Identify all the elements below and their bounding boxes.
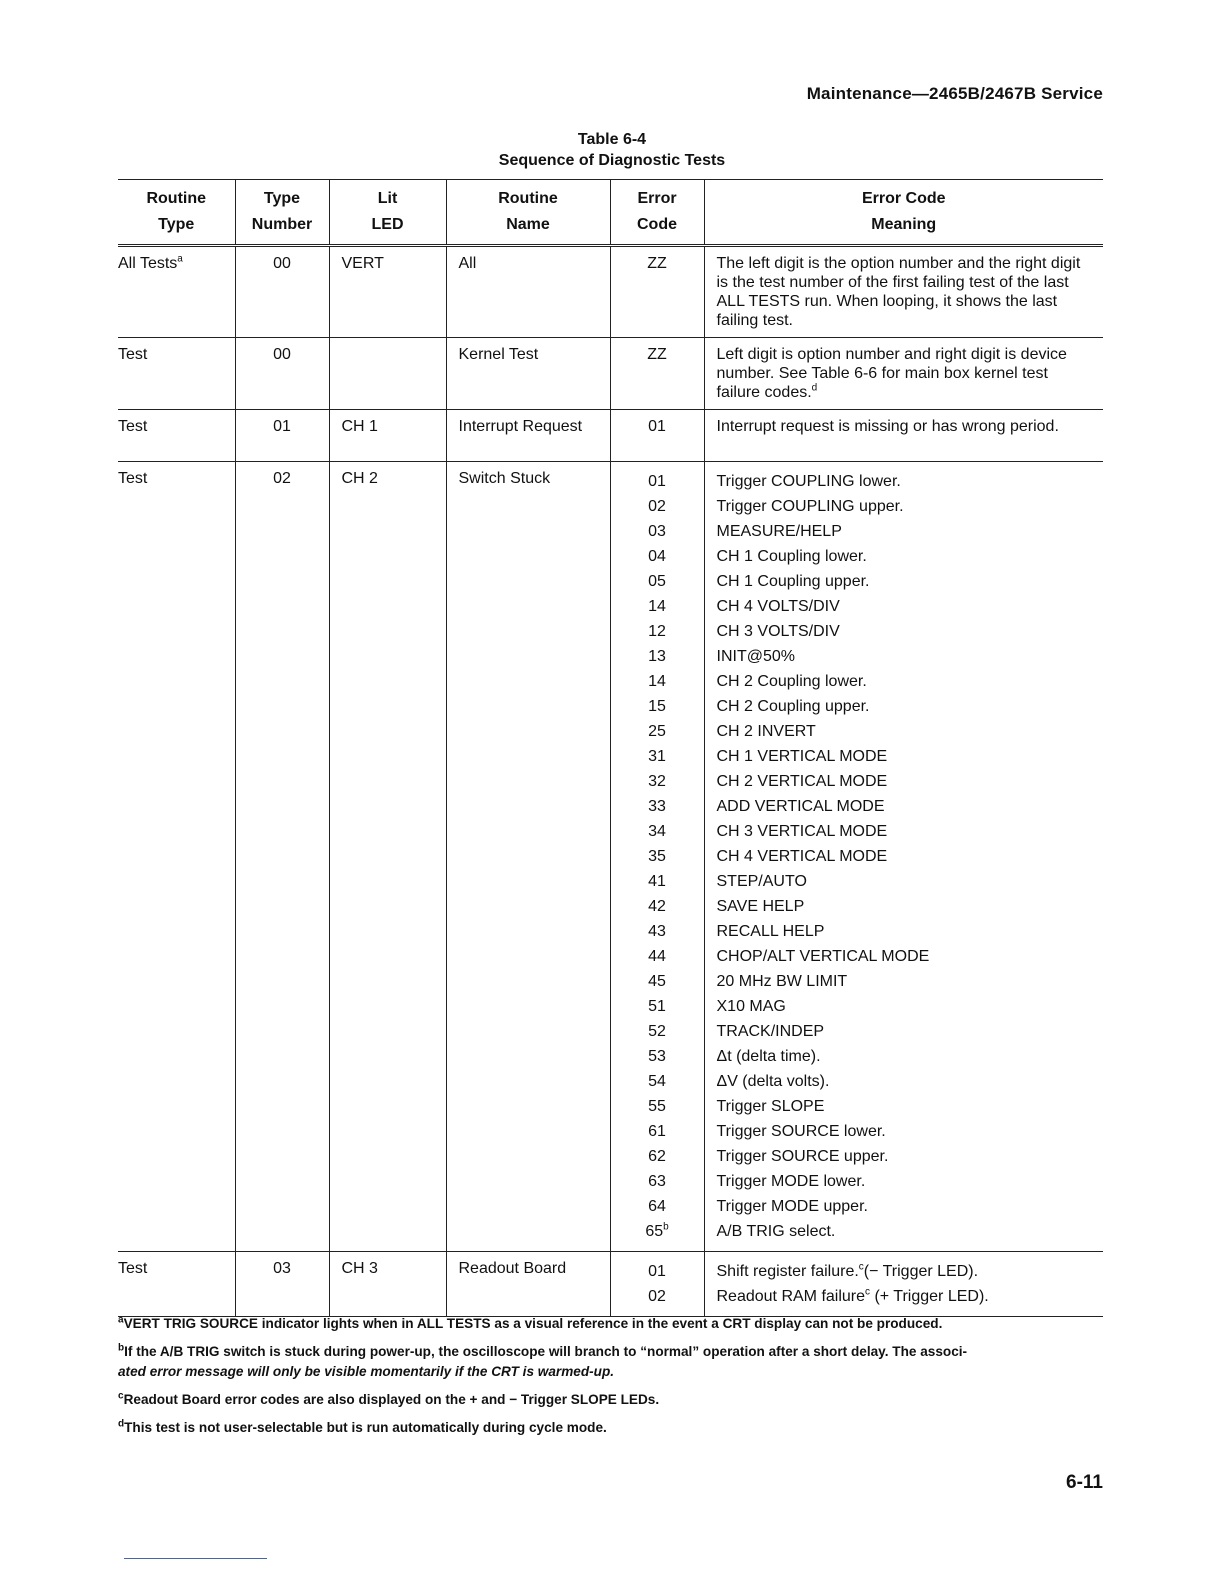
footnote: $^a$VERT TRIG SOURCE indicator lights when in ALL TESTS as a visual reference in the event a CRT display can not be produced. <box>118 1314 943 1331</box>
error-code-cell: 01 <box>610 410 704 462</box>
routine-type-cell: Test <box>118 462 235 1252</box>
error-code: 42 <box>648 898 666 915</box>
column-header: Lit LED <box>329 180 446 246</box>
routine-type-cell: Test <box>118 338 235 410</box>
page-header: Maintenance—2465B/2467B Service <box>806 84 1103 103</box>
error-code-list <box>610 1252 704 1317</box>
error-meaning: CH 4 VOLTS/DIV <box>716 598 840 615</box>
table-row <box>118 410 1103 462</box>
routine-type-cell: All Tests$^a$ <box>118 246 235 338</box>
lit-led-cell: CH 3 <box>329 1252 446 1317</box>
error-meaning: Trigger MODE lower. <box>716 1173 866 1190</box>
error-meaning: Trigger COUPLING lower. <box>716 473 901 490</box>
error-code: 53 <box>648 1048 666 1065</box>
error-code: 65$^b$ <box>645 1221 669 1240</box>
error-code: 14 <box>648 673 666 690</box>
error-code: 52 <box>648 1023 666 1040</box>
routine-name-cell: Kernel Test <box>446 338 610 410</box>
error-meaning: STEP/AUTO <box>716 873 807 890</box>
lit-led-cell: VERT <box>329 246 446 338</box>
error-meaning-cell: The left digit is the option number and the right digit is the test number of the first failing test of the last ALL TESTS run. When looping, it shows the last failing test. <box>704 246 1103 338</box>
error-code: 43 <box>648 923 666 940</box>
type-number-cell: 01 <box>235 410 329 462</box>
footnote: $^d$This test is not user-selectable but is run automatically during cycle mode. <box>118 1418 607 1435</box>
error-meaning: SAVE HELP <box>716 898 805 915</box>
error-code: 62 <box>648 1148 666 1165</box>
footnote: $^c$Readout Board error codes are also displayed on the + and − Trigger SLOPE LEDs. <box>118 1390 660 1407</box>
routine-name-cell: Switch Stuck <box>446 462 610 1252</box>
error-meaning: CH 4 VERTICAL MODE <box>716 848 888 865</box>
routine-type-cell: Test <box>118 1252 235 1317</box>
table-row <box>118 246 1103 338</box>
error-meaning: CH 2 Coupling upper. <box>716 698 870 715</box>
error-code: 04 <box>648 548 666 565</box>
error-meaning: MEASURE/HELP <box>716 523 842 540</box>
error-meaning: CH 3 VOLTS/DIV <box>716 623 840 640</box>
error-code: 61 <box>648 1123 666 1140</box>
error-meaning: CHOP/ALT VERTICAL MODE <box>716 948 930 965</box>
error-meaning: CH 2 INVERT <box>716 723 816 740</box>
error-code: 33 <box>648 798 666 815</box>
table-title: Sequence of Diagnostic Tests <box>498 152 726 169</box>
error-code: 64 <box>648 1198 666 1215</box>
footnotes <box>118 1314 1108 1446</box>
error-code: 01 <box>648 1263 666 1280</box>
routine-name-cell: Interrupt Request <box>446 410 610 462</box>
error-meaning: ΔV (delta volts). <box>716 1073 830 1090</box>
table-row <box>118 462 1103 1252</box>
error-code-cell: ZZ <box>610 338 704 410</box>
error-code: 54 <box>648 1073 666 1090</box>
lit-led-cell: CH 1 <box>329 410 446 462</box>
error-meaning: CH 1 Coupling upper. <box>716 573 870 590</box>
table-header-row <box>118 180 1103 246</box>
error-code: 15 <box>648 698 666 715</box>
error-meaning: Readout RAM failure$^c$ (+ Trigger LED). <box>716 1286 989 1305</box>
footer-rule <box>124 1558 267 1559</box>
type-number-cell: 00 <box>235 246 329 338</box>
error-code-list <box>610 462 704 1252</box>
error-meaning: Trigger SOURCE upper. <box>716 1148 889 1165</box>
error-meaning: CH 2 Coupling lower. <box>716 673 867 690</box>
column-header: Routine Type <box>118 180 235 246</box>
error-code: 02 <box>648 1288 666 1305</box>
diagnostic-tests-table <box>118 179 1103 1317</box>
error-meaning: RECALL HELP <box>716 923 825 940</box>
error-code: 63 <box>648 1173 666 1190</box>
error-meaning: A/B TRIG select. <box>716 1223 836 1240</box>
routine-name-cell: Readout Board <box>446 1252 610 1317</box>
type-number-cell: 03 <box>235 1252 329 1317</box>
error-code: 12 <box>648 623 666 640</box>
error-meaning-list <box>704 1252 1103 1317</box>
error-meaning: CH 3 VERTICAL MODE <box>716 823 888 840</box>
column-header: Error Code Meaning <box>704 180 1103 246</box>
error-code: 55 <box>648 1098 666 1115</box>
table-number: Table 6-4 <box>577 131 647 148</box>
type-number-cell: 00 <box>235 338 329 410</box>
column-header: Type Number <box>235 180 329 246</box>
error-code: 51 <box>648 998 666 1015</box>
footnote: $^b$If the A/B TRIG switch is stuck during power-up, the oscilloscope will branch to “normal” operation after a short delay. The associ- ated error message will only be visible momentarily if the CRT is warmed-up. <box>118 1342 968 1379</box>
error-code: 34 <box>648 823 666 840</box>
error-code: 03 <box>648 523 666 540</box>
lit-led-cell <box>329 338 446 410</box>
error-meaning: Trigger SOURCE lower. <box>716 1123 886 1140</box>
error-code: 44 <box>648 948 666 965</box>
error-meaning-cell: Interrupt request is missing or has wrong period. <box>704 410 1103 462</box>
error-meaning: X10 MAG <box>716 998 786 1015</box>
error-meaning-cell: Left digit is option number and right digit is device number. See Table 6-6 for main box kernel test failure codes.$^d$ <box>704 338 1103 410</box>
error-code: 41 <box>648 873 666 890</box>
error-code: 01 <box>648 473 666 490</box>
error-code: 31 <box>648 748 666 765</box>
routine-name-cell: All <box>446 246 610 338</box>
error-meaning: INIT@50% <box>716 648 795 665</box>
error-meaning: Trigger SLOPE <box>716 1098 825 1115</box>
error-meaning: 20 MHz BW LIMIT <box>716 973 848 990</box>
error-meaning: Δt (delta time). <box>716 1048 821 1065</box>
table-row <box>118 1252 1103 1317</box>
error-meaning: Shift register failure.$^c$(− Trigger LED). <box>716 1261 979 1280</box>
error-code: 13 <box>648 648 666 665</box>
error-code: 05 <box>648 573 666 590</box>
type-number-cell: 02 <box>235 462 329 1252</box>
column-header: Error Code <box>610 180 704 246</box>
error-code: 32 <box>648 773 666 790</box>
error-code-cell: ZZ <box>610 246 704 338</box>
error-meaning: Trigger COUPLING upper. <box>716 498 904 515</box>
error-code: 35 <box>648 848 666 865</box>
error-code: 14 <box>648 598 666 615</box>
routine-type-cell: Test <box>118 410 235 462</box>
column-header: Routine Name <box>446 180 610 246</box>
lit-led-cell: CH 2 <box>329 462 446 1252</box>
error-meaning: ADD VERTICAL MODE <box>716 798 885 815</box>
page-number: 6-11 <box>1066 1472 1103 1493</box>
error-meaning: TRACK/INDEP <box>716 1023 825 1040</box>
error-code: 02 <box>648 498 666 515</box>
table-row <box>118 338 1103 410</box>
error-meaning-list <box>704 462 1103 1252</box>
error-code: 45 <box>648 973 666 990</box>
error-meaning: CH 1 Coupling lower. <box>716 548 867 565</box>
error-code: 25 <box>648 723 666 740</box>
error-meaning: Trigger MODE upper. <box>716 1198 868 1215</box>
error-meaning: CH 1 VERTICAL MODE <box>716 748 888 765</box>
error-meaning: CH 2 VERTICAL MODE <box>716 773 888 790</box>
